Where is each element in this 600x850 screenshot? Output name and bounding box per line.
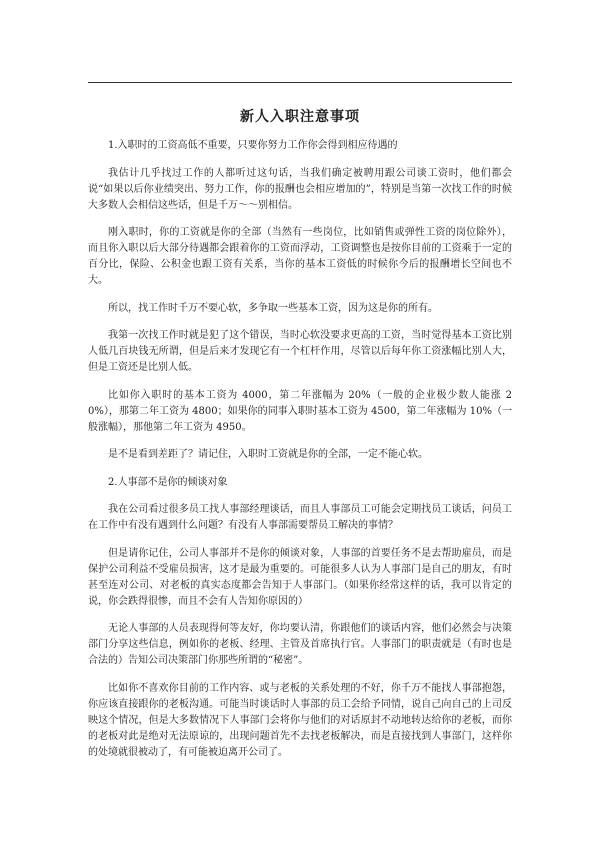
section-1-heading: 1.入职时的工资高低不重要，只要你努力工作你会得到相应待遇的	[108, 140, 398, 151]
header-rule	[88, 82, 512, 83]
document-body	[88, 138, 512, 772]
paragraph: 我在公司看过很多员工找人事部经理谈话，而且人事部员工可能会定期找员工谈话，问员工在工作中有没有遇到什么问题？有没有人事部需要帮员工解决的事情？	[88, 504, 512, 531]
paragraph: 所以，找工作时千万不要心软，多争取一些基本工资，因为这是你的所有。	[108, 302, 438, 314]
document-title: 新人入职注意事项	[240, 109, 360, 125]
paragraph: 比如你不喜欢你目前的工作内容、或与老板的关系处理的不好，你千万不能找人事部抱怨，你应该直接跟你的老板沟通。可能当时谈话时人事部的员工会给予同情，说自己向自己的上司反映这个情况，但是大多数情况下人事部门会将你与他们的对话原封不动地转达给你的老板，而你的老板对此是绝对无法原谅的，出现问题首先不去找老板解决，而是直接找到人事部门，这样你的处境就很被动了，有可能被迫离开公司了。	[88, 682, 512, 758]
paragraph: 我第一次找工作时就是犯了这个错误，当时心软没要求更高的工资，当时觉得基本工资比别人低几百块钱无所谓，但是后来才发现它有一个杠杆作用，尽管以后每年你工资涨幅比别人大，但是工资还是比别人低。	[88, 330, 512, 373]
paragraph: 比如你入职时的基本工资为 4000，第二年涨幅为 20%（一般的企业极少数人能涨 20%），那第二年工资为 4800；如果你的同事入职时基本工资为 4500，第二年涨幅为 10%（一般涨幅），那他第二年工资为 4950。	[88, 389, 512, 433]
paragraph: 我估计几乎找过工作的人都听过这句话，当我们确定被聘用跟公司谈工资时，他们都会说“如果以后你业绩突出、努力工作，你的报酬也会相应增加的”，特别是当第一次找工作的时候大多数人会相信这些话，但是千万～～别相信。	[88, 167, 512, 211]
paragraph: 刚入职时，你的工资就是你的全部（当然有一些岗位，比如销售或弹性工资的岗位除外），而且你入职以后大部分待遇都会跟着你的工资而浮动，工资调整也是按你目前的工资乘于一定的百分比，保险、公积金也跟工资有关系，当你的基本工资低的时候你今后的报酬增长空间也不大。	[88, 227, 512, 286]
section-2-heading: 2.人事部不是你的倾谈对象	[108, 476, 228, 488]
paragraph: 是不是看到差距了？请记住，入职时工资就是你的全部，一定不能心软。	[108, 449, 428, 460]
paragraph: 但是请你记住，公司人事部并不是你的倾谈对象，人事部的首要任务不是去帮助雇员，而是保护公司利益不受雇员损害，这才是最为重要的。可能很多人认为人事部门是自己的朋友，有时甚至连对公司、对老板的真实态度都会告知于人事部门。（如果你经常这样的话，我可以肯定的说，你会跌得很惨，而且不会有人告知你原因的）	[88, 547, 512, 607]
paragraph: 无论人事部的人员表现得何等友好，你均要认清，你跟他们的谈话内容，他们必然会与决策部门分享这些信息，例如你的老板、经理、主管及首席执行官。人事部门的职责就是（有时也是合法的）告知公司决策部门你那些所谓的“秘密”。	[88, 623, 512, 666]
